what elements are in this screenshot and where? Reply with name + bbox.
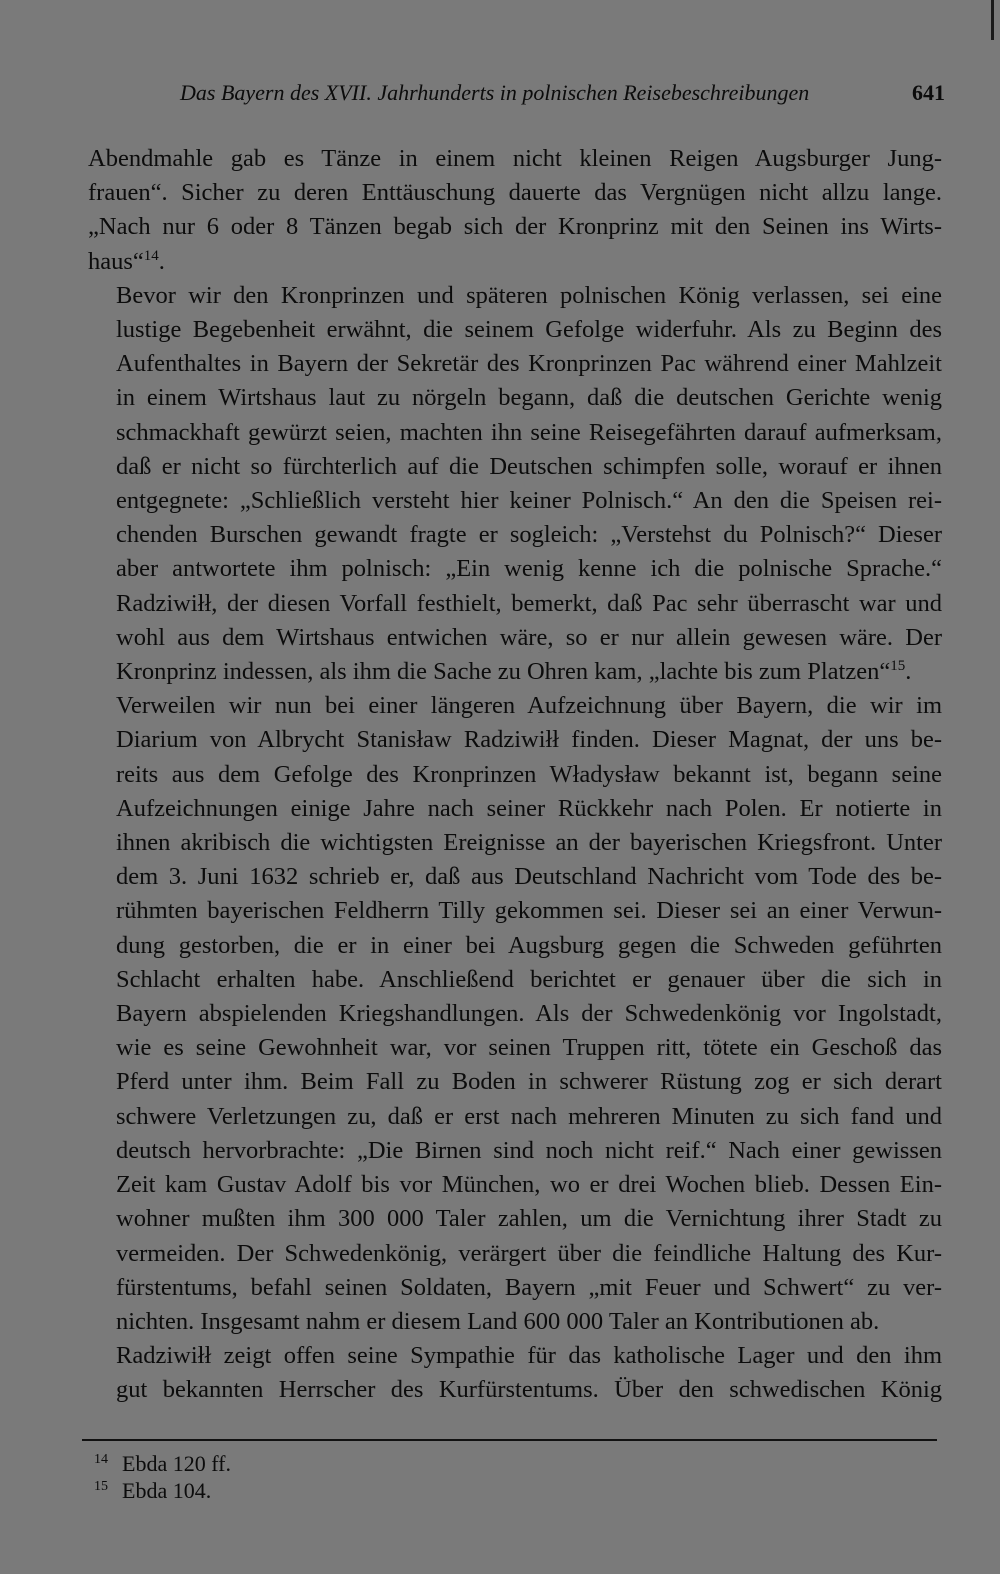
text-fragment: . [905, 658, 912, 686]
text-line: Bevor wir den Kronprinzen und späteren polnischen König verlassen, sei eine [116, 281, 942, 309]
running-header [180, 80, 945, 110]
text-line: Radziwiłł, der diesen Vorfall festhielt, bemerkt, daß Pac sehr überrascht war und [116, 589, 942, 617]
text-line: deutsch hervorbrachte: „Die Birnen sind noch nicht reif.“ Nach einer gewissen [116, 1136, 942, 1164]
text-line: aber antwortete ihm polnisch: „Ein wenig kenne ich die polnische Sprache.“ [116, 555, 942, 583]
text-line: chenden Burschen gewandt fragte er sogleich: „Verstehst du Polnisch?“ Dieser [116, 521, 942, 549]
text-line: fürstentums, befahl seinen Soldaten, Bayern „mit Feuer und Schwert“ zu ver- [116, 1273, 942, 1301]
text-line: rühmten bayerischen Feldherrn Tilly gekommen sei. Dieser sei an einer Verwun- [116, 897, 942, 925]
footnote-divider [82, 1439, 937, 1441]
text-line: Abendmahle gab es Tänze in einem nicht kleinen Reigen Augsburger Jung- [88, 145, 942, 172]
text-line: Bayern abspielenden Kriegshandlungen. Als der Schwedenkönig vor Ingolstadt, [116, 1000, 942, 1028]
text-line: Diarium von Albrycht Stanisław Radziwiłł finden. Dieser Magnat, der uns be- [116, 726, 942, 754]
text-line: Pferd unter ihm. Beim Fall zu Boden in schwerer Rüstung zog er sich derart [116, 1068, 942, 1096]
paragraph-1 [88, 142, 942, 279]
text-line: Aufenthaltes in Bayern der Sekretär des Kronprinzen Pac während einer Mahlzeit [116, 350, 942, 378]
text-line: Zeit kam Gustav Adolf bis vor München, wo er drei Wochen blieb. Dessen Ein- [116, 1171, 942, 1199]
text-line: in einem Wirtshaus laut zu nörgeln begann, daß die deutschen Gerichte wenig [116, 384, 942, 412]
text-line: Schlacht erhalten habe. Anschließend berichtet er genauer über die sich in [116, 965, 942, 993]
text-line: lustige Begebenheit erwähnt, die seinem Gefolge widerfuhr. Als zu Beginn des [116, 316, 942, 344]
text-line: schmackhaft gewürzt seien, machten ihn seine Reisegefährten darauf aufmerksam, [116, 418, 942, 446]
body-text [88, 142, 942, 1408]
text-line: dung gestorben, die er in einer bei Augsburg gegen die Schweden geführten [116, 931, 942, 959]
footnote-ref-14[interactable]: 14 [143, 247, 159, 264]
text-line: ihnen akribisch die wichtigsten Ereignisse an der bayerischen Kriegsfront. Unter [116, 829, 942, 857]
text-line: dem 3. Juni 1632 schrieb er, daß aus Deutschland Nachricht vom Tode des be- [116, 863, 942, 891]
text-line [88, 655, 942, 689]
text-line [88, 245, 942, 279]
text-line: Radziwiłł zeigt offen seine Sympathie für das katholische Lager und den ihm [116, 1342, 942, 1370]
text-line: entgegnete: „Schließlich versteht hier keiner Polnisch.“ An den die Speisen rei- [116, 487, 942, 515]
footnote-14: 14 Ebda 120 ff. [94, 1451, 231, 1476]
paragraph-4 [88, 1339, 942, 1407]
text-line: frauen“. Sicher zu deren Enttäuschung dauerte das Vergnügen nicht allzu lange. [88, 179, 942, 207]
text-fragment: Kronprinz indessen, als ihm die Sache zu Ohren kam, „lachte bis zum Platzen“ [116, 658, 891, 686]
text-line: vermeiden. Der Schwedenkönig, verärgert über die feindliche Haltung des Kur- [116, 1239, 942, 1267]
footnote-ref-15[interactable]: 15 [890, 658, 906, 675]
text-fragment: haus“ [88, 247, 144, 275]
text-line: schwere Verletzungen zu, daß er erst nach mehreren Minuten zu sich fand und [116, 1102, 942, 1130]
text-line: daß er nicht so fürchterlich auf die Deutschen schimpfen solle, worauf er ihnen [116, 452, 942, 480]
text-fragment: . [158, 247, 165, 275]
paragraph-3 [88, 689, 942, 1339]
text-line: wohl aus dem Wirtshaus entwichen wäre, so er nur allein gewesen wäre. Der [116, 623, 942, 651]
footnote-text: Ebda 104. [122, 1478, 212, 1503]
paragraph-2 [88, 279, 942, 689]
text-line: „Nach nur 6 oder 8 Tänzen begab sich der Kronprinz mit den Seinen ins Wirts- [88, 213, 942, 241]
text-line: reits aus dem Gefolge des Kronprinzen Władysław bekannt ist, begann seine [116, 760, 942, 788]
page-number: 641 [912, 80, 945, 105]
page-edge-mark [991, 0, 994, 40]
footnote-15: 15 Ebda 104. [94, 1478, 212, 1503]
text-line: Aufzeichnungen einige Jahre nach seiner Rückkehr nach Polen. Er notierte in [116, 794, 942, 822]
text-line: wohner mußten ihm 300 000 Taler zahlen, um die Vernichtung ihrer Stadt zu [116, 1205, 942, 1233]
text-line: nichten. Insgesamt nahm er diesem Land 600 000 Taler an Kontributionen ab. [116, 1307, 880, 1335]
text-line: Verweilen wir nun bei einer längeren Aufzeichnung über Bayern, die wir im [116, 692, 942, 720]
text-line: gut bekannten Herrscher des Kurfürstentums. Über den schwedischen König [116, 1376, 942, 1404]
footnotes [94, 1450, 231, 1504]
text-line: wie es seine Gewohnheit war, vor seinen Truppen ritt, tötete ein Geschoß das [116, 1034, 942, 1062]
running-title: Das Bayern des XVII. Jahrhunderts in polnischen Reisebeschreibungen [180, 80, 810, 105]
footnote-text: Ebda 120 ff. [122, 1451, 231, 1476]
